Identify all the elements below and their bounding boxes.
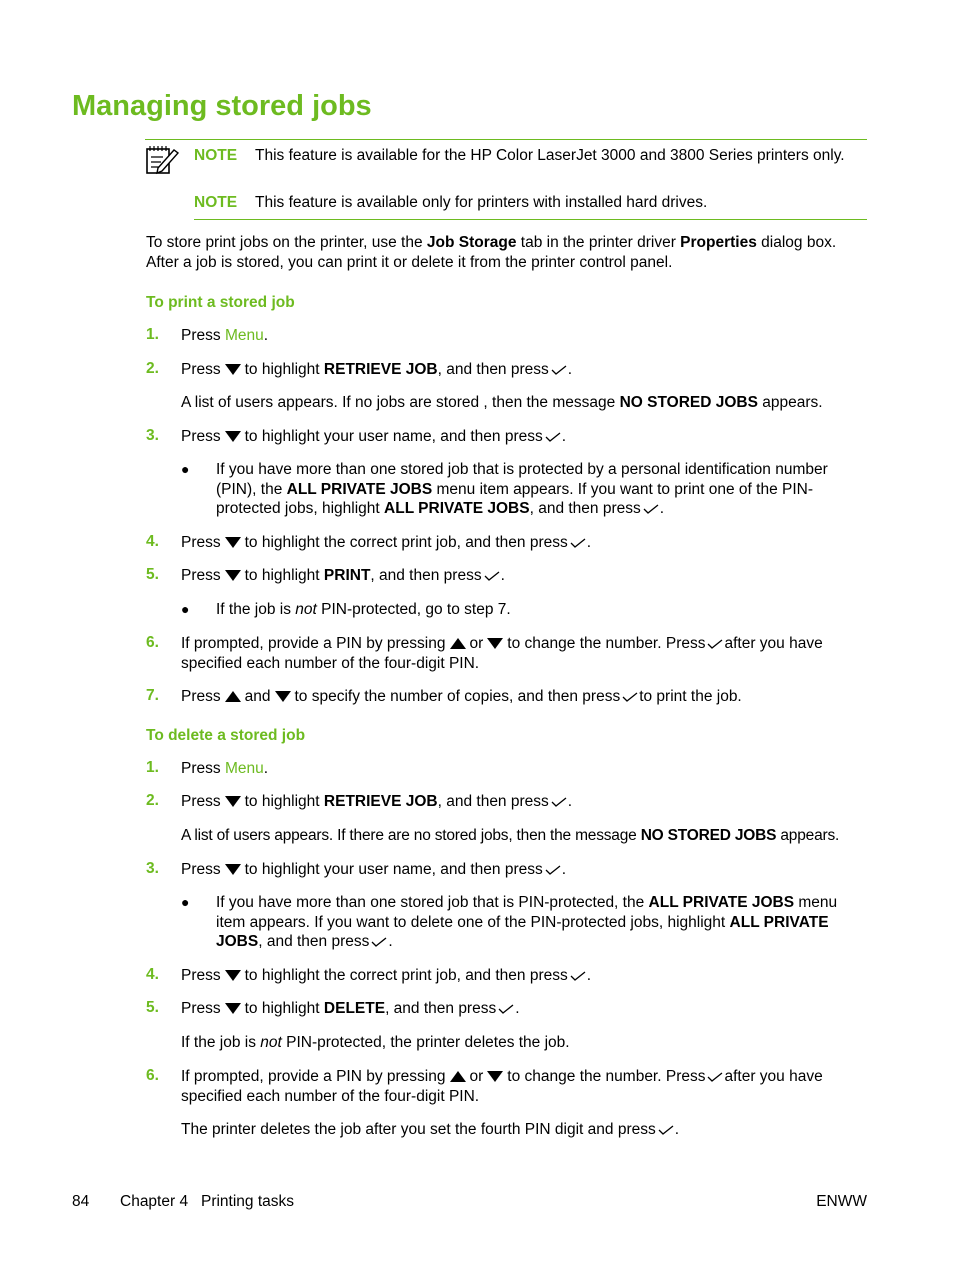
note-label: NOTE	[194, 147, 238, 164]
bullet-icon: ●	[181, 601, 190, 617]
checkmark-icon	[570, 970, 586, 982]
checkmark-icon	[551, 796, 567, 808]
bullet-icon: ●	[181, 461, 190, 477]
step-2-detail: A list of users appears. If there are no stored jobs, then the message NO STORED JOBS appears.	[181, 827, 840, 844]
menu-link[interactable]: Menu	[224, 327, 264, 344]
step-number: 1.	[146, 759, 159, 776]
step-1: Press Menu.	[181, 327, 269, 344]
checkmark-icon	[498, 1003, 514, 1015]
note-top-rule	[145, 139, 867, 140]
up-arrow-icon	[225, 691, 241, 702]
step-3: Press to highlight your user name, and then press .	[181, 428, 567, 445]
down-arrow-icon	[487, 638, 503, 649]
page-title: Managing stored jobs	[72, 90, 372, 122]
checkmark-icon	[658, 1124, 674, 1136]
down-arrow-icon	[275, 691, 291, 702]
down-arrow-icon	[225, 537, 241, 548]
step-number: 7.	[146, 687, 159, 704]
step-number: 3.	[146, 860, 159, 877]
checkmark-icon	[484, 570, 500, 582]
section-heading-delete: To delete a stored job	[146, 727, 306, 744]
step-number: 4.	[146, 533, 159, 550]
down-arrow-icon	[225, 1003, 241, 1014]
note-text: This feature is available for the HP Color LaserJet 3000 and 3800 Series printers only.	[255, 147, 845, 164]
step-3: Press to highlight your user name, and then press .	[181, 861, 567, 878]
step-number: 5.	[146, 566, 159, 583]
step-2: Press to highlight RETRIEVE JOB, and then press .	[181, 361, 573, 378]
step-4: Press to highlight the correct print job, and then press .	[181, 967, 592, 984]
menu-link[interactable]: Menu	[224, 760, 264, 777]
checkmark-icon	[643, 503, 659, 515]
step-1: Press Menu.	[181, 760, 269, 777]
checkmark-icon	[570, 537, 586, 549]
down-arrow-icon	[225, 364, 241, 375]
down-arrow-icon	[225, 796, 241, 807]
bullet-icon: ●	[181, 894, 190, 910]
down-arrow-icon	[487, 1071, 503, 1082]
step-6: If prompted, provide a PIN by pressing or to change the number. Press after you have specified each number of the four-digit PIN.	[181, 1068, 823, 1105]
section-heading-print: To print a stored job	[146, 294, 295, 311]
step-number: 6.	[146, 634, 159, 651]
checkmark-icon	[545, 864, 561, 876]
step-6-detail: The printer deletes the job after you set the fourth PIN digit and press .	[181, 1121, 680, 1138]
step-number: 6.	[146, 1067, 159, 1084]
step-number: 3.	[146, 427, 159, 444]
step-3-bullet: If you have more than one stored job that is PIN-protected, the ALL PRIVATE JOBS menu item appears. If you want to delete one of the PIN-protected jobs, highlight ALL PRIVATE JOBS, and then press .	[216, 894, 838, 950]
step-number: 2.	[146, 792, 159, 809]
down-arrow-icon	[225, 431, 241, 442]
note-label: NOTE	[194, 194, 238, 211]
checkmark-icon	[622, 691, 638, 703]
checkmark-icon	[707, 638, 723, 650]
step-5-detail: If the job is not PIN-protected, the printer deletes the job.	[181, 1034, 570, 1051]
page-number: 84	[72, 1193, 90, 1210]
checkmark-icon	[707, 1071, 723, 1083]
step-5-bullet: If the job is not PIN-protected, go to step 7.	[216, 601, 511, 618]
footer-right-label: ENWW	[816, 1193, 867, 1210]
down-arrow-icon	[225, 570, 241, 581]
step-6: If prompted, provide a PIN by pressing or to change the number. Press after you have specified each number of the four-digit PIN.	[181, 635, 823, 672]
up-arrow-icon	[450, 1071, 466, 1082]
checkmark-icon	[545, 431, 561, 443]
down-arrow-icon	[225, 970, 241, 981]
step-2: Press to highlight RETRIEVE JOB, and then press .	[181, 793, 573, 810]
up-arrow-icon	[450, 638, 466, 649]
intro-paragraph: To store print jobs on the printer, use the Job Storage tab in the printer driver Properties dialog box. After a job is stored, you can print it or delete it from the printer control panel.	[146, 234, 837, 271]
step-5: Press to highlight PRINT, and then press .	[181, 567, 505, 584]
checkmark-icon	[371, 936, 387, 948]
step-number: 2.	[146, 360, 159, 377]
checkmark-icon	[551, 364, 567, 376]
note-icon	[144, 142, 180, 176]
step-number: 5.	[146, 999, 159, 1016]
step-2-detail: A list of users appears. If no jobs are stored , then the message NO STORED JOBS appears.	[181, 394, 823, 411]
step-number: 1.	[146, 326, 159, 343]
note-text: This feature is available only for printers with installed hard drives.	[255, 194, 708, 211]
down-arrow-icon	[225, 864, 241, 875]
step-5: Press to highlight DELETE, and then press .	[181, 1000, 520, 1017]
chapter-title: Chapter 4 Printing tasks	[120, 1193, 295, 1210]
step-4: Press to highlight the correct print job, and then press .	[181, 534, 592, 551]
step-3-bullet: If you have more than one stored job that is protected by a personal identification number (PIN), the ALL PRIVATE JOBS menu item appears. If you want to print one of the PIN-protected jobs, highlight ALL PRIVATE JOBS, and then press .	[216, 461, 828, 517]
note-bottom-rule	[194, 219, 867, 220]
step-7: Press and to specify the number of copies, and then press to print the job.	[181, 688, 742, 705]
step-number: 4.	[146, 966, 159, 983]
